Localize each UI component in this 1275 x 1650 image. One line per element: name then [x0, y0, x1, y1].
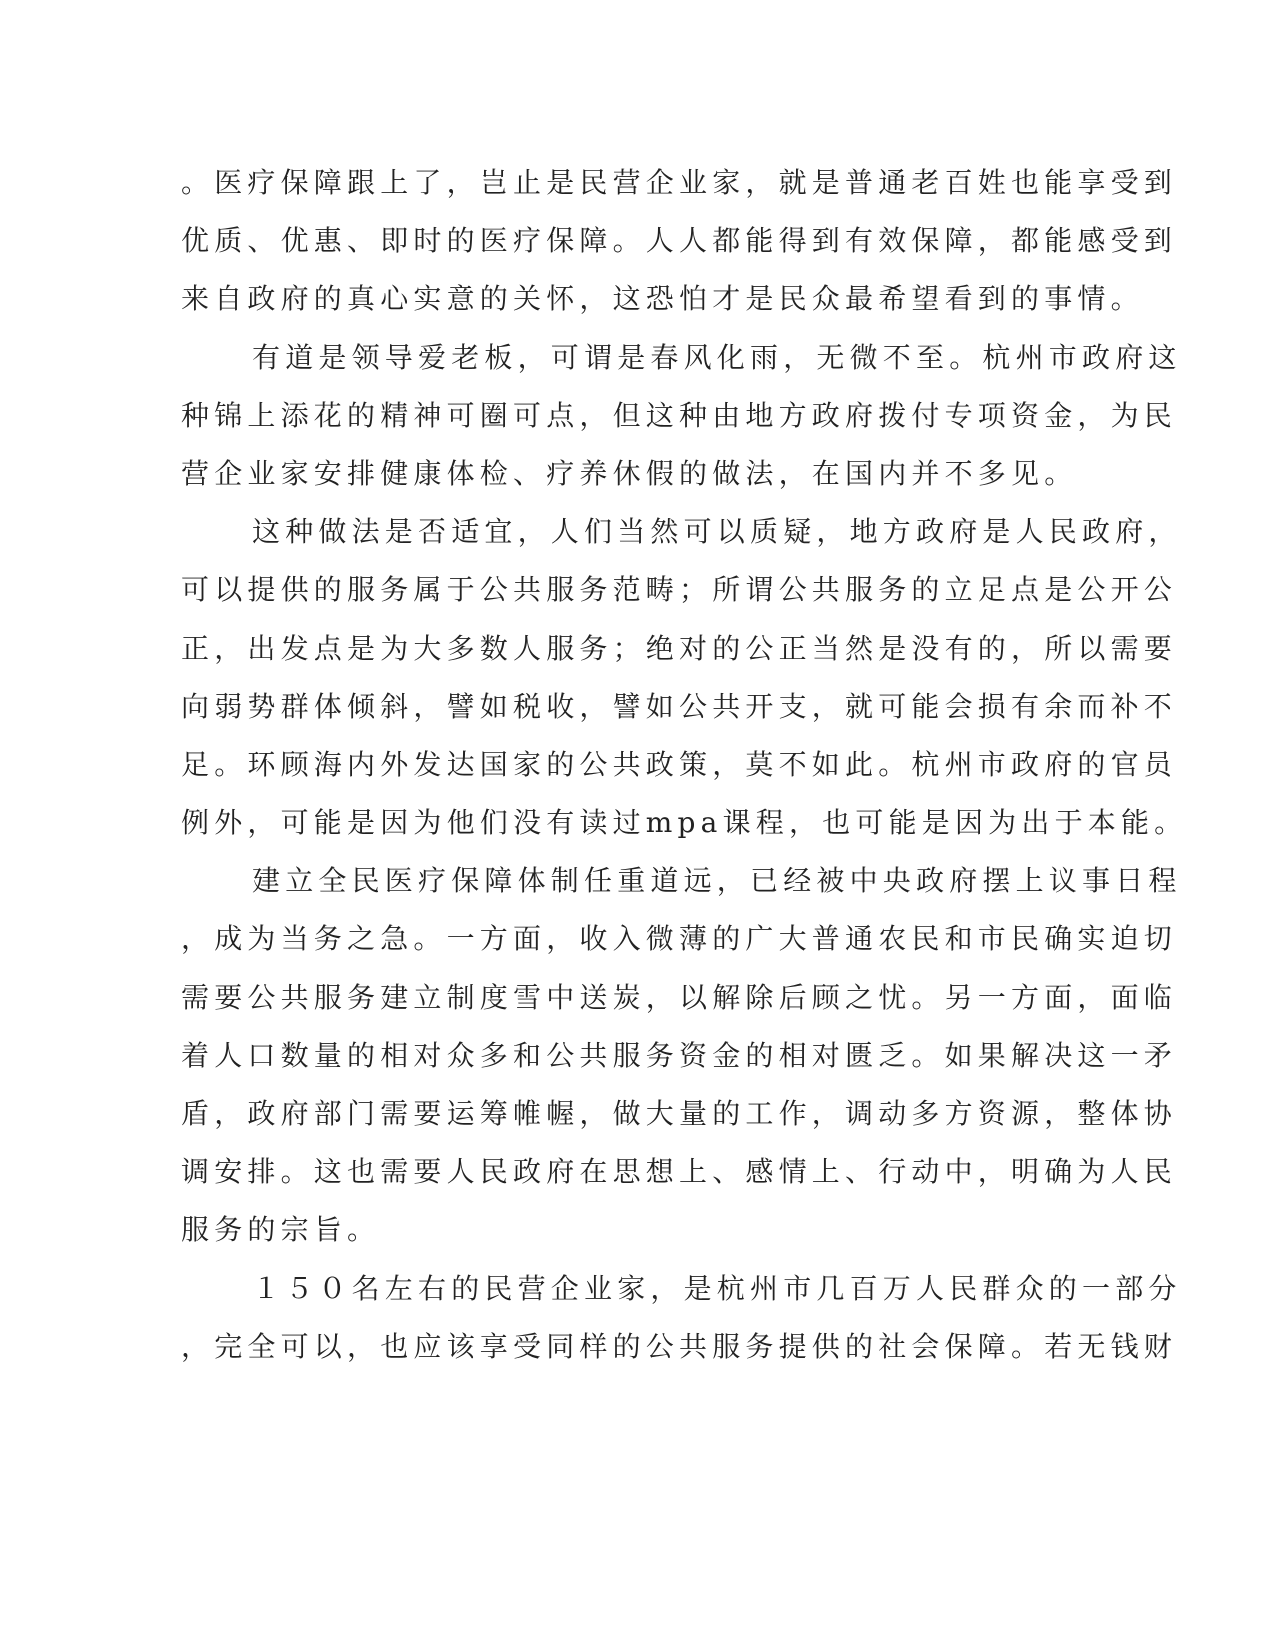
text-line: 足。环顾海内外发达国家的公共政策，莫不如此。杭州市政府的官员 — [181, 747, 1178, 781]
text-line: 盾，政府部门需要运筹帷幄，做大量的工作，调动多方资源，整体协 — [181, 1097, 1178, 1130]
text-line: 需要公共服务建立制度雪中送炭，以解除后顾之忧。另一方面，面临 — [181, 980, 1178, 1014]
text-line: 种锦上添花的精神可圈可点，但这种由地方政府拨付专项资金，为民 — [181, 398, 1178, 432]
text-line: 营企业家安排健康体检、疗养休假的做法，在国内并不多见。 — [181, 456, 1078, 490]
paragraph-first-line: 这种做法是否适宜，人们当然可以质疑，地方政府是人民政府， — [252, 515, 1182, 549]
text-line: 。医疗保障跟上了，岂止是民营企业家，就是普通老百姓也能享受到 — [181, 166, 1178, 199]
text-line: 着人口数量的相对众多和公共服务资金的相对匮乏。如果解决这一矛 — [181, 1038, 1178, 1072]
text-line: ，完全可以，也应该享受同样的公共服务提供的社会保障。若无钱财 — [181, 1329, 1178, 1363]
text-line: 例外，可能是因为他们没有读过mpa课程，也可能是因为出于本能。 — [181, 806, 1188, 840]
text-line: 调安排。这也需要人民政府在思想上、感情上、行动中，明确为人民 — [181, 1155, 1178, 1189]
text-line: 服务的宗旨。 — [181, 1213, 381, 1247]
text-line: 向弱势群体倾斜，譬如税收，譬如公共开支，就可能会损有余而补不 — [181, 689, 1178, 723]
text-line: 优质、优惠、即时的医疗保障。人人都能得到有效保障，都能感受到 — [181, 224, 1178, 258]
text-line: 正，出发点是为大多数人服务；绝对的公正当然是没有的，所以需要 — [181, 631, 1178, 665]
text-line: 来自政府的真心实意的关怀，这恐怕才是民众最希望看到的事情。 — [181, 282, 1144, 316]
paragraph-first-line: １５０名左右的民营企业家，是杭州市几百万人民群众的一部分 — [252, 1271, 1182, 1305]
body-text — [181, 154, 1188, 1376]
paragraph-first-line: 有道是领导爱老板，可谓是春风化雨，无微不至。杭州市政府这 — [252, 340, 1182, 374]
text-line: 可以提供的服务属于公共服务范畴；所谓公共服务的立足点是公开公 — [181, 573, 1178, 607]
text-line: ，成为当务之急。一方面，收入微薄的广大普通农民和市民确实迫切 — [181, 922, 1178, 956]
paragraph-first-line: 建立全民医疗保障体制任重道远，已经被中央政府摆上议事日程 — [252, 864, 1182, 898]
